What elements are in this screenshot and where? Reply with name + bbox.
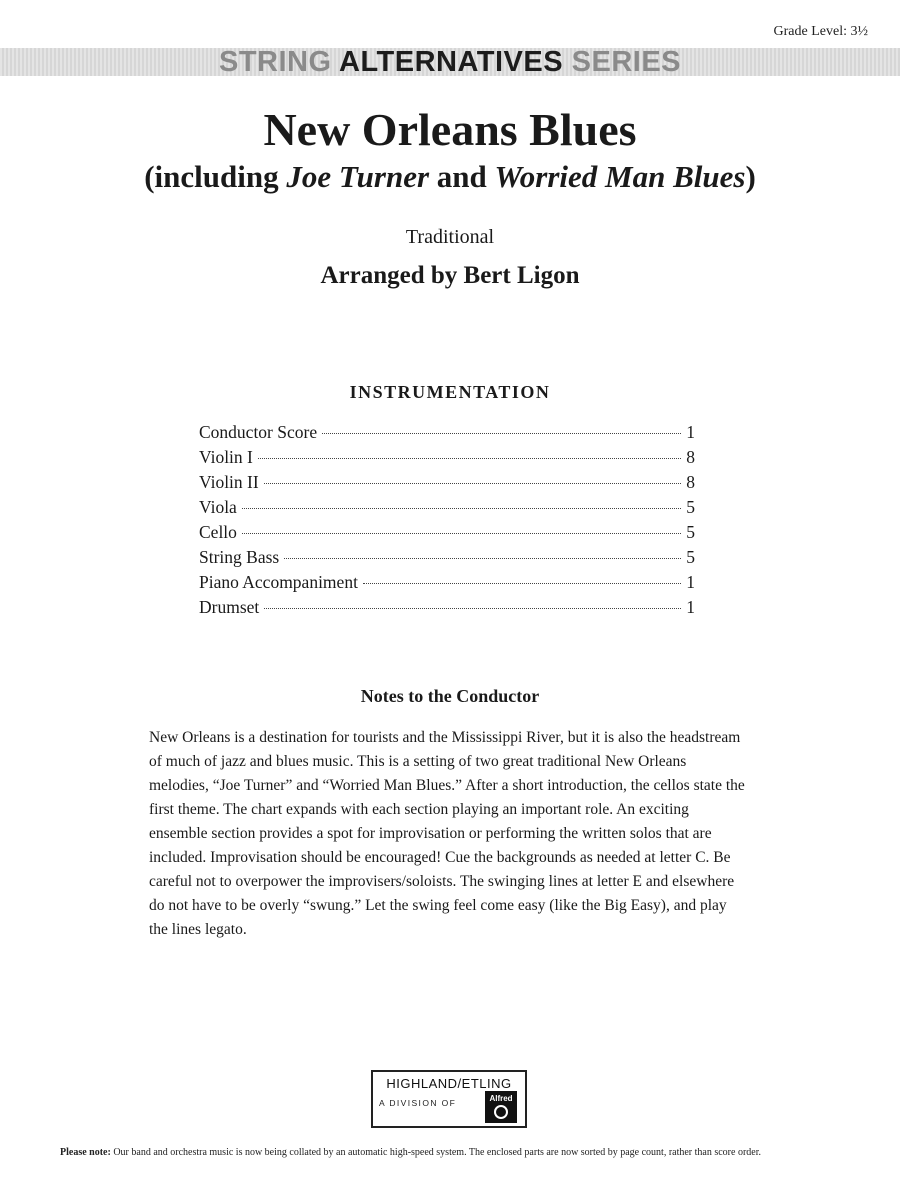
instrumentation-heading: INSTRUMENTATION: [349, 382, 551, 402]
instrumentation-item: [199, 570, 695, 595]
piece-subtitle: [0, 155, 900, 199]
instrument-quantity: 1: [686, 422, 695, 442]
composer: Traditional: [405, 226, 495, 248]
publisher-division: A DIVISION OF: [379, 1098, 457, 1108]
instrumentation-item: [199, 420, 695, 445]
alfred-wordmark: Alfred: [489, 1094, 513, 1103]
footer-label: Please note:: [60, 1147, 111, 1158]
instrumentation-item: [199, 495, 695, 520]
instrument-quantity: 5: [686, 497, 695, 517]
instrument-name: String Bass: [199, 547, 280, 567]
dot-leader: [284, 558, 681, 559]
instrumentation-item: [199, 445, 695, 470]
series-word-alternatives: ALTERNATIVES: [339, 46, 564, 78]
dot-leader: [264, 608, 681, 609]
instrument-quantity: 5: [686, 522, 695, 542]
notes-body: New Orleans is a destination for tourists and the Mississippi River, but it is also the headstream of much of jazz and blues music. This is a setting of two great traditional New Orleans melodies, “Joe Turner” and “Worried Man Blues.” After a short introduction, the cellos state the first theme. The chart expands with each section playing an important role. An exciting ensemble section provides a spot for improvisation or performing the written solos that are included. Improvisation should be encouraged! Cue the backgrounds as needed at letter C. Be careful not to overpower the improvisers/soloists. The swinging lines at letter E and elsewhere do not have to be overly “swung.” Let the swing feel come easy (like the Big Easy), and play the lines legato.: [149, 729, 745, 938]
instrument-name: Drumset: [199, 597, 260, 617]
instrumentation-item: [199, 470, 695, 495]
instrument-name: Violin I: [199, 447, 253, 467]
publisher-name: HIGHLAND/ETLING: [386, 1076, 512, 1091]
instrument-quantity: 1: [686, 572, 695, 592]
dot-leader: [242, 508, 681, 509]
footer-text: Our band and orchestra music is now being collated by an automatic high-speed system. The enclosed parts are now sorted by page count, rather than score order.: [110, 1147, 761, 1158]
alfred-glyph-icon: [494, 1105, 508, 1119]
instrument-name: Piano Accompaniment: [199, 572, 358, 592]
dot-leader: [258, 458, 681, 459]
instrumentation-item: [199, 545, 695, 570]
subtitle-worried-man-blues: Worried Man Blues: [494, 159, 746, 194]
dot-leader: [363, 583, 681, 584]
instrumentation-item: [199, 595, 695, 620]
instrument-quantity: 5: [686, 547, 695, 567]
publisher-logo: [371, 1070, 527, 1128]
instrumentation-item: [199, 520, 695, 545]
instrument-quantity: 1: [686, 597, 695, 617]
instrument-quantity: 8: [686, 472, 695, 492]
piece-title: New Orleans Blues: [263, 104, 637, 155]
instrument-name: Cello: [199, 522, 237, 542]
subtitle-open: (including: [144, 159, 287, 194]
subtitle-joe-turner: Joe Turner: [286, 159, 430, 194]
dot-leader: [264, 483, 682, 484]
instrument-quantity: 8: [686, 447, 695, 467]
arranger: Arranged by Bert Ligon: [320, 262, 580, 289]
instrumentation-list: [199, 420, 695, 620]
instrument-name: Conductor Score: [199, 422, 318, 442]
notes-heading: Notes to the Conductor: [360, 686, 540, 706]
series-word-string: STRING: [218, 46, 340, 78]
subtitle-and: and: [429, 159, 495, 194]
alfred-logo-icon: [485, 1091, 517, 1123]
dot-leader: [242, 533, 681, 534]
grade-level: Grade Level: 3½: [773, 24, 868, 39]
series-banner: [0, 46, 900, 78]
instrument-name: Viola: [199, 497, 237, 517]
subtitle-close: ): [745, 159, 756, 194]
instrument-name: Violin II: [199, 472, 259, 492]
series-word-series: SERIES: [563, 46, 682, 78]
dot-leader: [322, 433, 681, 434]
footer-note: [60, 1147, 850, 1158]
